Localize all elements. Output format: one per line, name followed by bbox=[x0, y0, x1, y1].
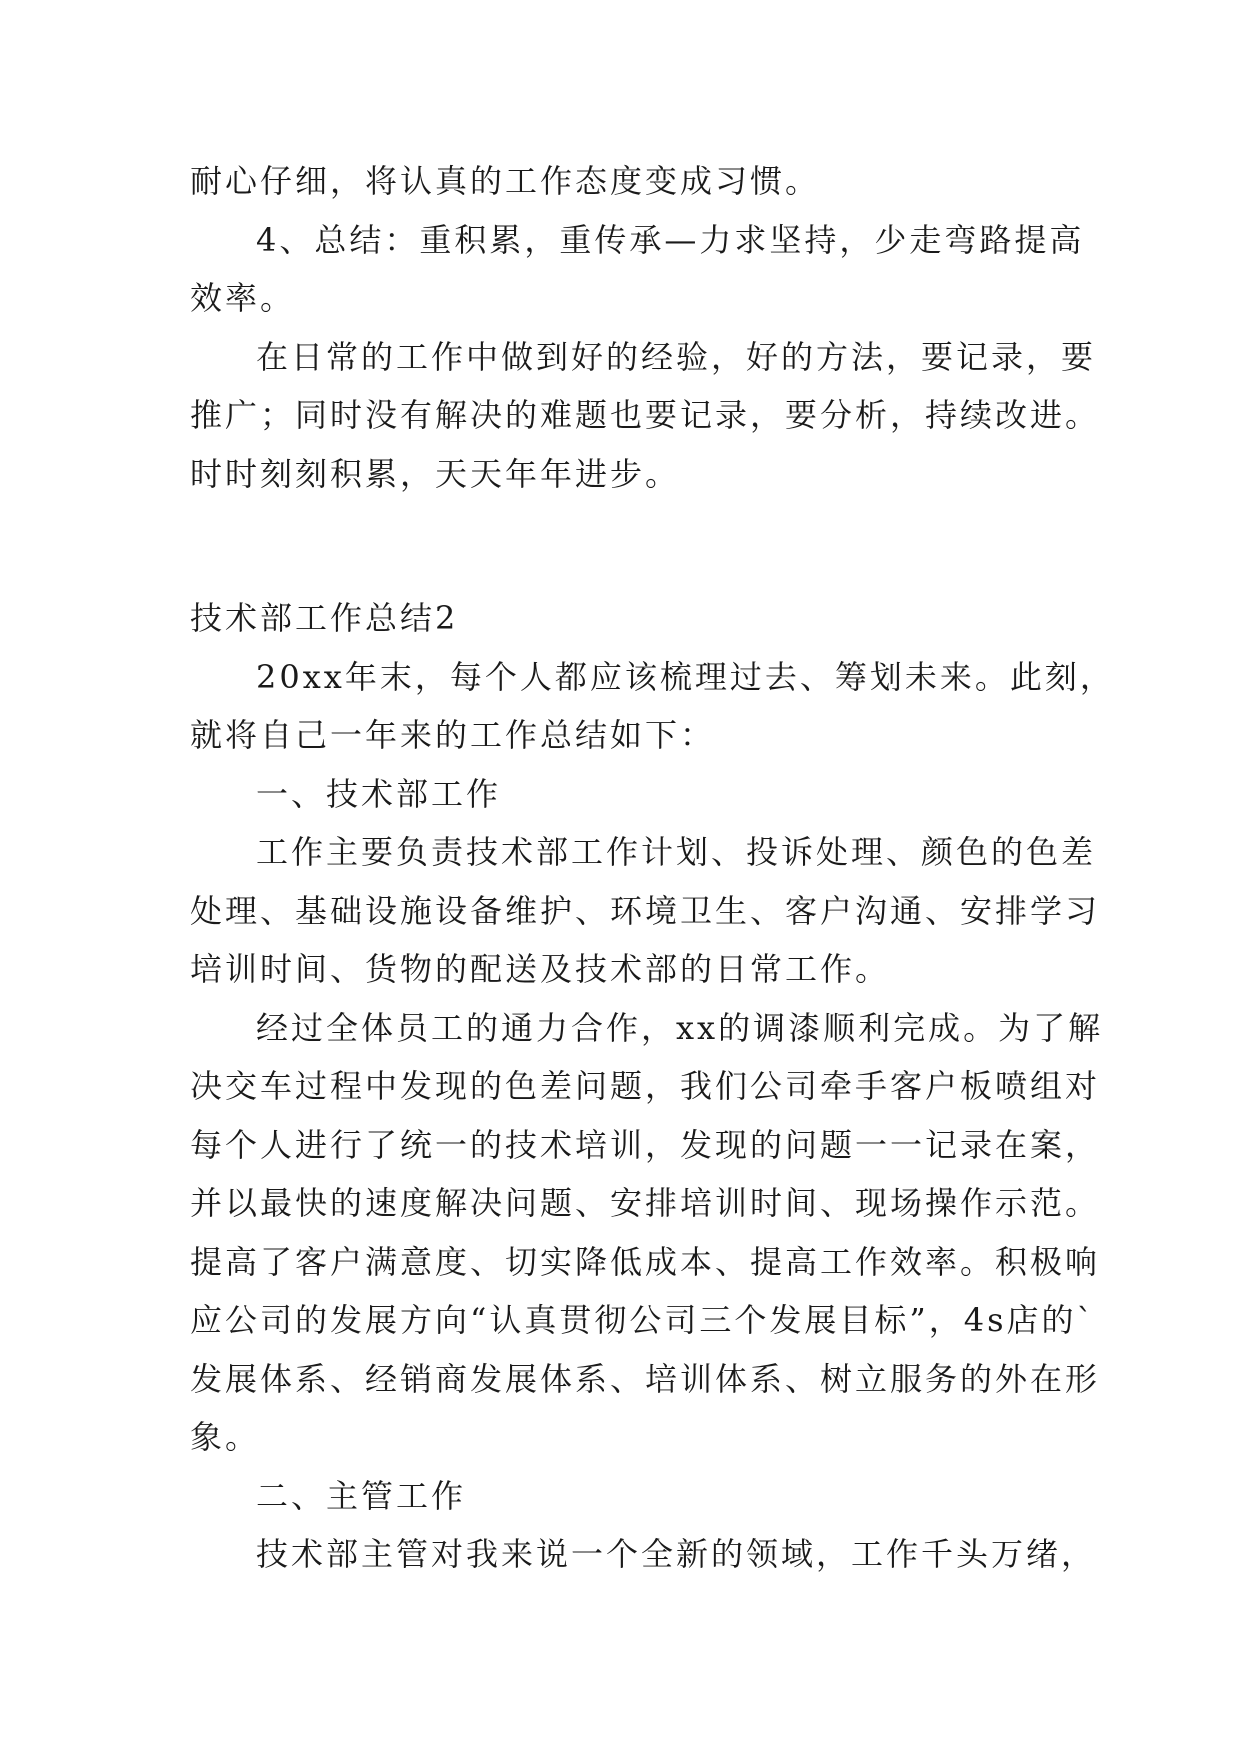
paragraph-line: 时时刻刻积累，天天年年进步。 bbox=[190, 454, 681, 493]
paragraph-line: 每个人进行了统一的技术培训，发现的问题一一记录在案， bbox=[190, 1125, 1101, 1164]
paragraph-line: 20xx年末，每个人都应该梳理过去、筹划未来。此刻， bbox=[256, 657, 1115, 696]
paragraph-line: 培训时间、货物的配送及技术部的日常工作。 bbox=[190, 950, 891, 988]
paragraph-line: 在日常的工作中做到好的经验，好的方法，要记录，要 bbox=[256, 337, 1097, 376]
subheading: 二、主管工作 bbox=[256, 1476, 467, 1515]
paragraph-line: 提高了客户满意度、切实降低成本、提高工作效率。积极响 bbox=[190, 1242, 1101, 1281]
paragraph-line: 就将自己一年来的工作总结如下： bbox=[190, 716, 716, 754]
paragraph-line: 并以最快的速度解决问题、安排培训时间、现场操作示范。 bbox=[190, 1184, 1101, 1222]
section-title: 技术部工作总结2 bbox=[190, 599, 459, 637]
paragraph-line: 工作主要负责技术部工作计划、投诉处理、颜色的色差 bbox=[256, 833, 1097, 871]
subheading: 一、技术部工作 bbox=[256, 774, 502, 813]
document-body bbox=[190, 152, 1115, 1584]
section-spacer bbox=[190, 503, 1070, 589]
paragraph-line: 处理、基础设施设备维护、环境卫生、客户沟通、安排学习 bbox=[190, 891, 1101, 930]
paragraph-line: 应公司的发展方向“认真贯彻公司三个发展目标”，4s店的` bbox=[190, 1301, 1096, 1339]
paragraph-line: 效率。 bbox=[190, 279, 296, 317]
paragraph-line: 耐心仔细，将认真的工作态度变成习惯。 bbox=[190, 162, 821, 200]
paragraph-line: 技术部主管对我来说一个全新的领域，工作千头万绪， bbox=[256, 1535, 1097, 1573]
paragraph-line: 发展体系、经销商发展体系、培训体系、树立服务的外在形 bbox=[190, 1359, 1101, 1398]
paragraph-line: 4、总结：重积累，重传承—力求坚持，少走弯路提高 bbox=[256, 220, 1085, 259]
paragraph-line: 推广；同时没有解决的难题也要记录，要分析，持续改进。 bbox=[190, 396, 1101, 434]
paragraph-line: 决交车过程中发现的色差问题，我们公司牵手客户板喷组对 bbox=[190, 1067, 1101, 1105]
paragraph-line: 象。 bbox=[190, 1418, 261, 1456]
paragraph-line: 经过全体员工的通力合作，xx的调漆顺利完成。为了解 bbox=[256, 1008, 1104, 1047]
